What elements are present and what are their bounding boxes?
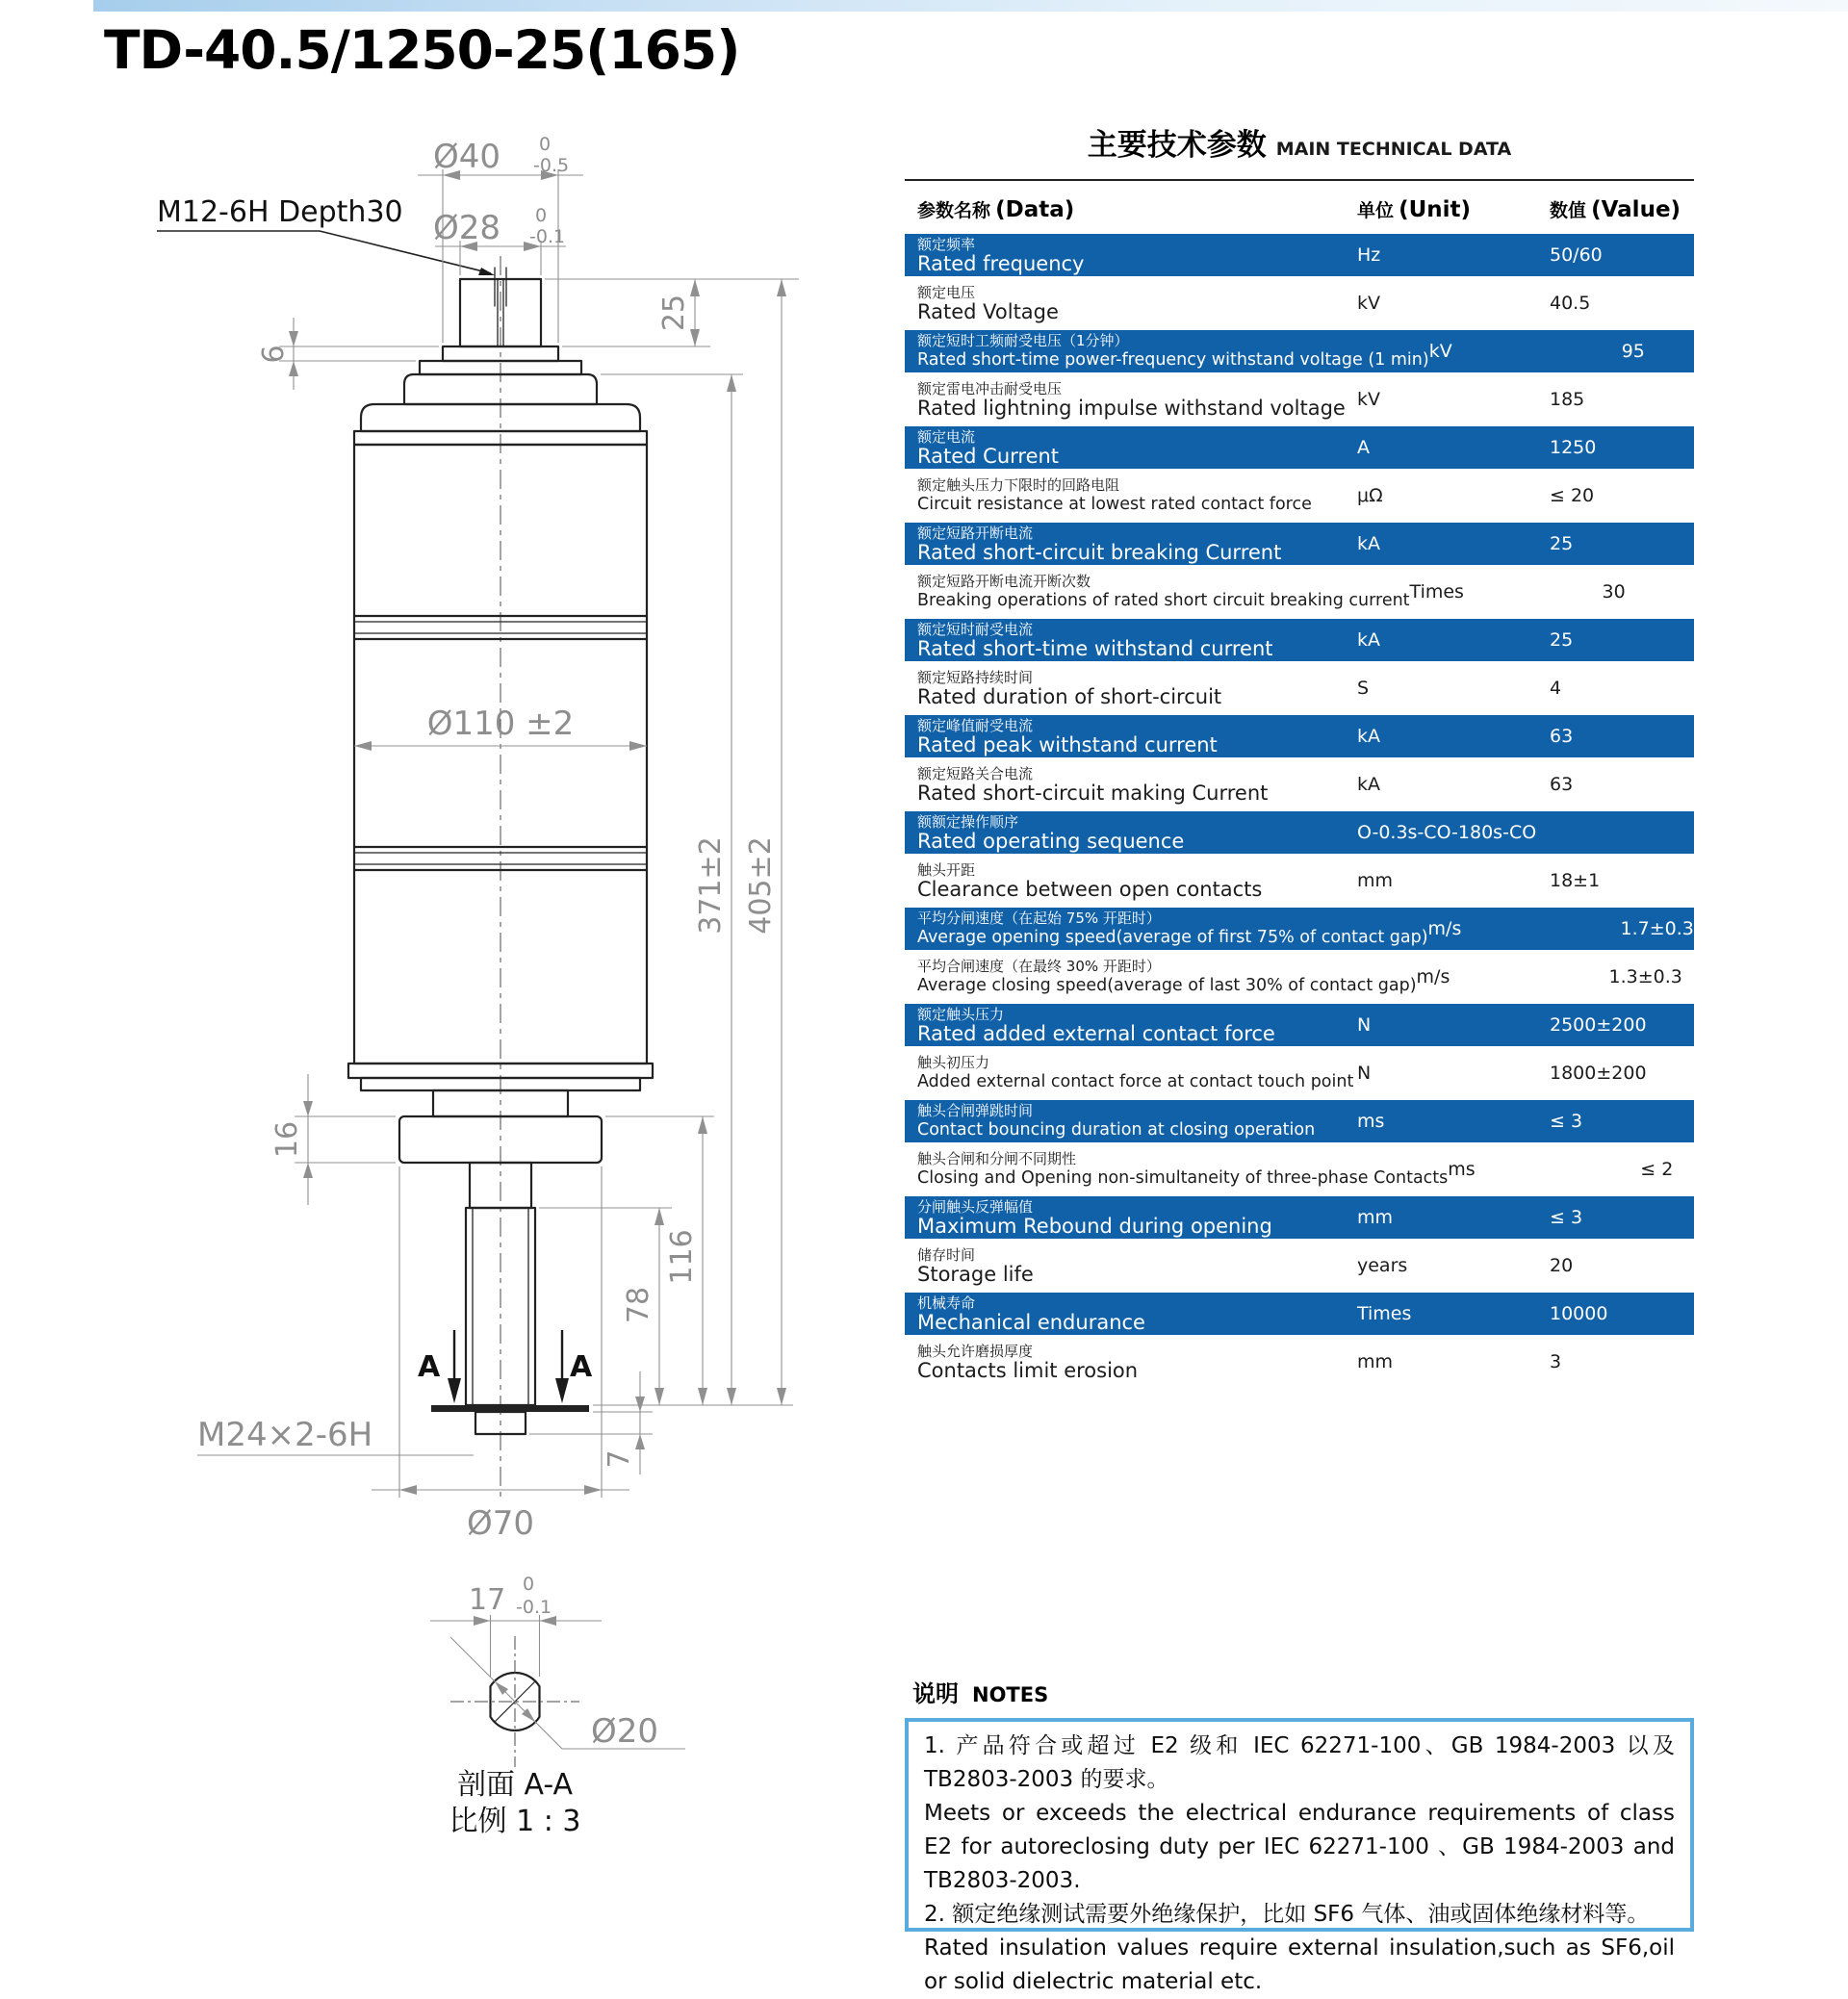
param-value: ≤ 20 <box>1550 485 1595 506</box>
param-name-zh: 触头允许磨损厚度 <box>917 1343 1034 1360</box>
param-name-cell <box>905 1148 1448 1191</box>
param-value: 1800±200 <box>1550 1063 1647 1084</box>
param-unit: ms <box>1357 1111 1385 1132</box>
table-title-en: MAIN TECHNICAL DATA <box>1275 139 1512 160</box>
param-value: 63 <box>1550 726 1574 747</box>
section-marker-a-right: A <box>570 1350 593 1384</box>
table-title-zh: 主要技术参数 <box>1087 128 1267 163</box>
dim-tip-length: 7 <box>603 1449 636 1469</box>
param-unit: kV <box>1428 341 1452 362</box>
param-name-en: Rated Current <box>917 445 1060 468</box>
param-name-en: Circuit resistance at lowest rated contact force <box>917 495 1312 514</box>
param-name-cell <box>905 474 1357 517</box>
param-value: ≤ 3 <box>1550 1207 1583 1228</box>
param-unit: kA <box>1357 774 1381 795</box>
param-name-zh: 额定峰值耐受电流 <box>917 717 1034 734</box>
param-name-en: Maximum Rebound during opening <box>917 1215 1272 1238</box>
section-marker-a-left: A <box>418 1350 441 1384</box>
dim-dia-terminal-tol-upper: 0 <box>539 134 552 155</box>
table-row <box>905 234 1694 276</box>
param-name-zh: 储存时间 <box>917 1246 976 1264</box>
section-cut-markers <box>418 1330 593 1403</box>
param-name-zh: 触头开距 <box>917 861 976 879</box>
table-row <box>905 1244 1694 1287</box>
note-line: 1. 产品符合或超过 E2 级和 IEC 62271-100、GB 1984-2003 以及 TB2803-2003 的要求。 <box>924 1733 1675 1792</box>
param-name-cell <box>905 1052 1357 1094</box>
param-name-zh: 机械寿命 <box>917 1294 976 1312</box>
param-value: 63 <box>1550 774 1574 795</box>
param-name-en: Clearance between open contacts <box>917 878 1263 901</box>
param-name-zh: 额定短路开断电流 <box>917 525 1034 542</box>
table-row <box>905 330 1694 372</box>
table-row <box>905 1196 1694 1239</box>
column-header-unit-zh: 单位 <box>1357 200 1395 221</box>
param-name-cell <box>905 523 1357 565</box>
dim-total-length: 405±2 <box>744 836 778 935</box>
param-name-en: Rated Voltage <box>917 300 1059 323</box>
table-row <box>905 378 1694 421</box>
param-unit: S <box>1357 678 1370 699</box>
param-unit: mm <box>1357 1207 1394 1228</box>
dim-stud-height: 25 <box>657 294 691 332</box>
param-name-zh: 额定短时工频耐受电压（1分钟） <box>917 332 1129 349</box>
param-name-zh: 触头合闸和分闸不同期性 <box>917 1150 1077 1167</box>
table-row <box>905 715 1694 757</box>
column-header-value-en: (Value) <box>1591 197 1681 222</box>
thread-bottom-label: M24×2-6H <box>197 1416 373 1454</box>
table-title-rule <box>905 179 1694 181</box>
dim-dia-flange: Ø70 <box>466 1504 535 1543</box>
note-line: 2. 额定绝缘测试需要外绝缘保护，比如 SF6 气体、油或固体绝缘材料等。 <box>924 1902 1650 1927</box>
param-value: 20 <box>1550 1255 1574 1276</box>
dim-flange-thickness: 16 <box>270 1120 304 1159</box>
param-name-en: Storage life <box>917 1263 1034 1286</box>
param-name-cell <box>905 1293 1357 1335</box>
param-unit: mm <box>1357 870 1394 891</box>
param-name-en: Rated short-circuit making Current <box>917 782 1269 805</box>
notes-heading <box>912 1675 1048 1708</box>
param-unit: m/s <box>1416 966 1450 987</box>
param-name-en: Added external contact force at contact touch point <box>917 1072 1354 1091</box>
param-value: 25 <box>1550 533 1574 554</box>
notes-box <box>905 1718 1694 1994</box>
param-name-en: Closing and Opening non-simultaneity of three-phase Contacts <box>917 1168 1449 1188</box>
table-row <box>905 1052 1694 1094</box>
param-name-zh: 分闸触头反弹幅值 <box>917 1198 1034 1216</box>
param-unit: kA <box>1357 533 1381 554</box>
table-row <box>905 1293 1694 1335</box>
param-name-zh: 额定短时耐受电流 <box>917 621 1034 638</box>
dim-dia-terminal: Ø40 <box>433 138 501 176</box>
section-view <box>430 1574 685 1838</box>
param-value: ≤ 3 <box>1550 1111 1583 1132</box>
param-name-cell <box>905 1004 1357 1046</box>
param-name-en: Rated short-time power-frequency withstand voltage (1 min) <box>917 350 1429 370</box>
param-name-zh: 额定短路开断电流开断次数 <box>917 573 1091 590</box>
table-row <box>905 667 1694 709</box>
param-name-en: Rated duration of short-circuit <box>917 685 1222 708</box>
param-unit: Times <box>1409 581 1464 602</box>
param-name-zh: 额定触头压力下限时的回路电阻 <box>917 476 1120 494</box>
main-data-panel <box>905 101 1694 1389</box>
dim-dia-terminal-tol-lower: -0.5 <box>533 155 570 176</box>
table-row <box>905 956 1694 998</box>
dim-dia-stud: Ø28 <box>433 209 501 247</box>
column-header-value <box>1550 196 1694 222</box>
param-name-en: Rated lightning impulse withstand voltage <box>917 397 1346 420</box>
dim-thread-length: 78 <box>622 1286 655 1324</box>
note-line: Meets or exceeds the electrical endurance requirements of class E2 for autoreclosing duty per IEC 62271-100 、GB 1984-2003 and TB2803-2003. <box>924 1801 1675 1893</box>
param-unit: μΩ <box>1357 485 1383 506</box>
table-row <box>905 859 1694 902</box>
table-row <box>905 426 1694 469</box>
note-line: Rated insulation values require external insulation,such as SF6,oil or solid dielectric material etc. <box>924 1935 1675 1994</box>
param-name-en: Rated short-circuit breaking Current <box>917 541 1282 564</box>
param-value: 4 <box>1550 678 1562 699</box>
param-value: 50/60 <box>1550 244 1603 266</box>
param-name-zh: 平均合闸速度（在最终 30% 开距时） <box>917 958 1161 975</box>
thread-top-label: M12-6H Depth30 <box>157 195 403 229</box>
param-name-zh: 额定雷电冲击耐受电压 <box>917 380 1063 397</box>
param-name-cell <box>905 667 1357 709</box>
dim-dia-body: Ø110 ±2 <box>426 705 575 743</box>
notes-heading-zh: 说明 <box>912 1680 959 1707</box>
param-value: 30 <box>1602 581 1626 602</box>
param-value: ≤ 2 <box>1640 1159 1674 1180</box>
param-name-en: Mechanical endurance <box>917 1311 1145 1334</box>
param-value: 1250 <box>1550 437 1597 458</box>
data-table-rows <box>905 234 1694 1383</box>
param-name-zh: 额定短路关合电流 <box>917 765 1034 782</box>
param-value: 185 <box>1550 389 1585 410</box>
param-name-zh: 触头合闸弹跳时间 <box>917 1102 1034 1119</box>
param-value: 95 <box>1621 341 1645 362</box>
param-unit: years <box>1357 1255 1408 1276</box>
table-header <box>905 196 1694 222</box>
table-row <box>905 282 1694 324</box>
param-unit: N <box>1357 1063 1372 1084</box>
param-unit: kV <box>1357 293 1381 314</box>
param-value: 10000 <box>1550 1303 1608 1324</box>
param-unit: ms <box>1448 1159 1476 1180</box>
param-name-cell <box>905 426 1357 469</box>
param-unit: A <box>1357 437 1370 458</box>
param-name-en: Contact bouncing duration at closing operation <box>917 1120 1316 1140</box>
param-value <box>1550 811 1694 854</box>
table-row <box>905 1148 1694 1191</box>
dim-stem-length: 116 <box>665 1229 699 1285</box>
column-header-data-en: (Data) <box>995 197 1075 222</box>
table-row <box>905 619 1694 661</box>
param-name-en: Contacts limit erosion <box>917 1359 1139 1382</box>
column-header-value-zh: 数值 <box>1550 200 1587 221</box>
table-row <box>905 811 1694 854</box>
param-unit: O-0.3s-CO-180s-CO <box>1357 822 1537 843</box>
param-name-cell <box>905 1196 1357 1239</box>
param-name-cell <box>905 1244 1357 1287</box>
dim-dia-stud-tol-lower: -0.1 <box>529 226 566 247</box>
column-header-unit <box>1357 196 1550 222</box>
param-name-zh: 额定短路持续时间 <box>917 669 1034 686</box>
section-tol-upper: 0 <box>523 1574 535 1595</box>
param-unit: kV <box>1357 389 1381 410</box>
dim-washer-height: 6 <box>257 345 291 364</box>
param-unit: mm <box>1357 1351 1394 1372</box>
param-name-en: Rated frequency <box>917 252 1085 275</box>
param-name-cell <box>905 571 1410 613</box>
section-dim-dia: Ø20 <box>591 1712 659 1751</box>
table-row <box>905 474 1694 517</box>
param-value: 3 <box>1550 1351 1562 1372</box>
param-name-cell <box>905 956 1417 998</box>
param-unit: Times <box>1357 1303 1412 1324</box>
page-title: TD-40.5/1250-25(165) <box>104 19 740 81</box>
table-row <box>905 1100 1694 1142</box>
param-name-zh: 额定频率 <box>917 236 976 253</box>
param-value: 40.5 <box>1550 293 1591 314</box>
param-value: 25 <box>1550 629 1574 651</box>
param-name-en: Average closing speed(average of last 30% of contact gap) <box>917 976 1417 995</box>
param-name-zh: 额定电压 <box>917 284 976 301</box>
param-name-en: Rated operating sequence <box>917 830 1185 853</box>
param-name-zh: 触头初压力 <box>917 1054 990 1071</box>
table-row <box>905 523 1694 565</box>
column-header-data <box>905 196 1357 222</box>
param-name-cell <box>905 1341 1357 1383</box>
param-unit: N <box>1357 1014 1372 1036</box>
param-unit: Hz <box>1357 244 1381 266</box>
param-name-cell <box>905 811 1357 854</box>
column-header-unit-en: (Unit) <box>1399 197 1472 222</box>
param-value: 2500±200 <box>1550 1014 1647 1036</box>
param-value: 1.3±0.3 <box>1608 966 1682 987</box>
table-row <box>905 1341 1694 1383</box>
section-scale: 比例 1 : 3 <box>449 1805 581 1838</box>
param-name-cell <box>905 859 1357 902</box>
param-unit: m/s <box>1427 918 1462 939</box>
param-value: 18±1 <box>1550 870 1601 891</box>
table-row <box>905 908 1694 950</box>
param-name-cell <box>905 282 1357 324</box>
param-name-en: Rated peak withstand current <box>917 733 1218 756</box>
param-name-cell <box>905 330 1429 372</box>
section-tol-lower: -0.1 <box>516 1597 552 1618</box>
param-name-en: Rated short-time withstand current <box>917 637 1273 660</box>
param-name-cell <box>905 619 1357 661</box>
param-name-en: Rated added external contact force <box>917 1022 1275 1045</box>
dim-dia-stud-tol-upper: 0 <box>535 205 548 226</box>
section-dim-across-flats: 17 <box>469 1583 506 1617</box>
param-name-cell <box>905 908 1428 950</box>
param-name-cell <box>905 715 1357 757</box>
table-row <box>905 571 1694 613</box>
param-unit: kA <box>1357 726 1381 747</box>
param-value: 1.7±0.3 <box>1620 918 1694 939</box>
param-name-zh: 平均分闸速度（在起始 75% 开距时） <box>917 910 1161 927</box>
param-name-zh: 额定电流 <box>917 428 976 446</box>
param-name-zh: 额定触头压力 <box>917 1006 1005 1023</box>
table-title <box>905 101 1694 164</box>
notes-heading-en: NOTES <box>972 1683 1049 1706</box>
param-name-cell <box>905 234 1357 276</box>
param-name-cell <box>905 378 1357 421</box>
dim-body-length: 371±2 <box>694 836 728 935</box>
section-title: 剖面 A-A <box>456 1768 574 1802</box>
param-name-en: Breaking operations of rated short circuit breaking current <box>917 591 1410 610</box>
column-header-data-zh: 参数名称 <box>917 200 991 221</box>
param-name-cell <box>905 763 1357 806</box>
param-name-en: Average opening speed(average of first 75% of contact gap) <box>917 928 1428 947</box>
param-name-cell <box>905 1100 1357 1142</box>
table-row <box>905 1004 1694 1046</box>
param-unit: kA <box>1357 629 1381 651</box>
table-row <box>905 763 1694 806</box>
param-name-zh: 额额定操作顺序 <box>917 813 1019 831</box>
